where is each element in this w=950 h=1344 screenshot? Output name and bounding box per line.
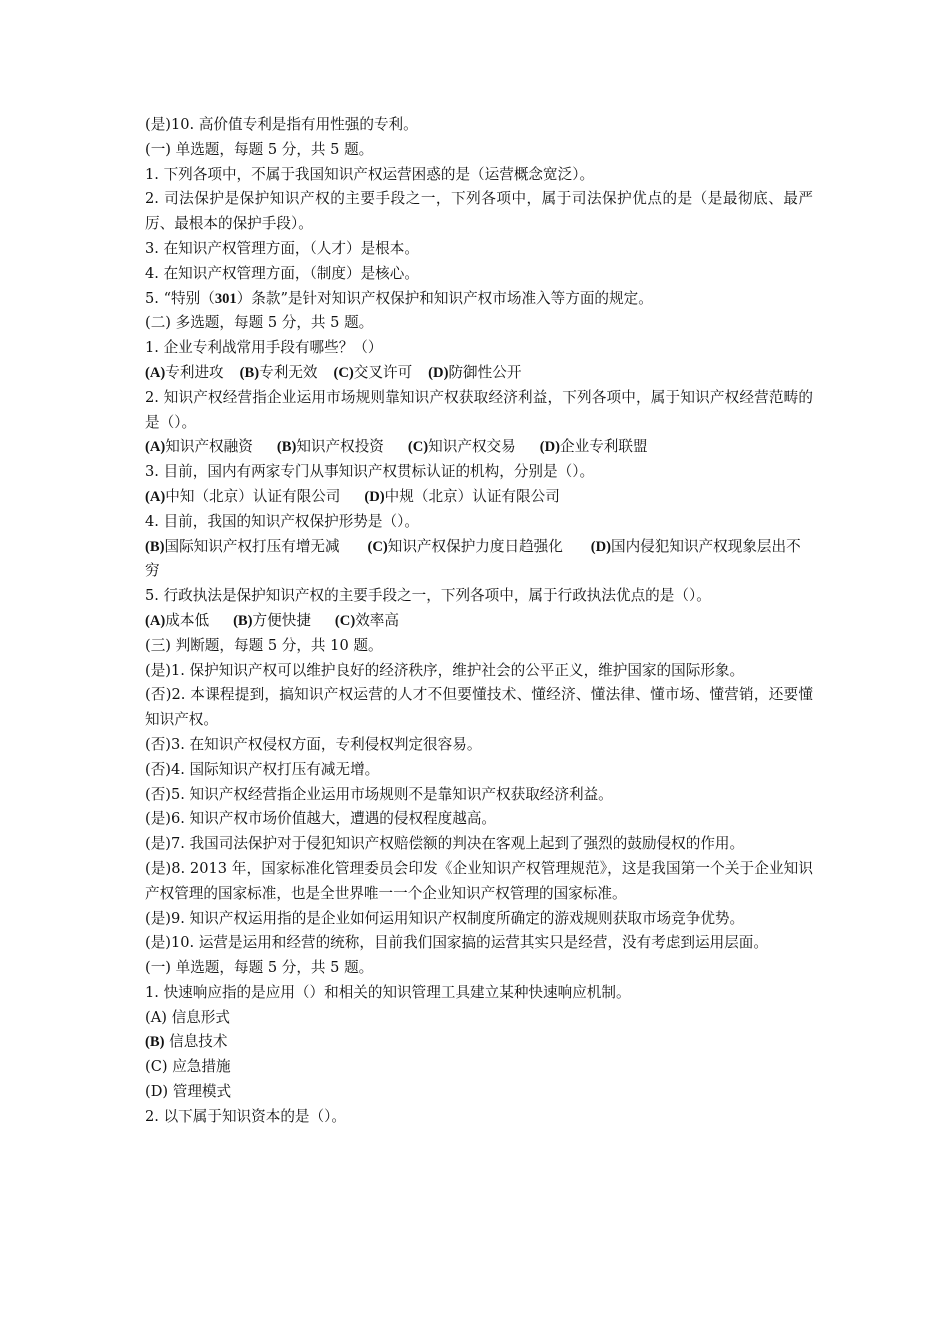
question-text: 5. “特别（ [145,289,215,307]
option-d: (D) 管理模式 [145,1083,232,1101]
question-item: 2. 司法保护是保护知识产权的主要手段之一，下列各项中，属于司法保护优点的是（是最彻底、最严厉、最根本的保护手段）。 [145,190,813,233]
judgment-item: (是)8. 2013 年，国家标准化管理委员会印发《企业知识产权管理规范》，这是我国第一个关于企业知识产权管理的国家标准，也是全世界唯一一个企业知识产权管理的国家标准。 [145,859,813,902]
option-a: (A)专利进攻 [145,363,224,381]
judgment-item: (是)10. 高价值专利是指有用性强的专利。 [145,116,418,133]
judgment-item: (是)6. 知识产权市场价值越大，遭遇的侵权程度越高。 [145,810,497,828]
question-item: 3. 目前，国内有两家专门从事知识产权贯标认证的机构，分别是（）。 [145,463,595,481]
answer-options [145,535,813,585]
judgment-item: (是)1. 保护知识产权可以维护良好的经济秩序，维护社会的公平正义，维护国家的国际形象。 [145,661,745,679]
option-a: (A)中知（北京）认证有限公司 [145,487,341,505]
answer-options [145,435,813,460]
question-text: ）条款”是针对知识产权保护和知识产权市场准入等方面的规定。 [236,289,653,307]
option-c-key: (C) [367,538,388,555]
judgment-item: (是)9. 知识产权运用指的是企业如何运用知识产权制度所确定的游戏规则获取市场竞争优势。 [145,909,745,927]
section-heading-single-choice: (一) 单选题，每题 5 分，共 5 题。 [145,959,374,977]
question-item: 4. 目前，我国的知识产权保护形势是（）。 [145,512,419,530]
option-b-key: (B) [145,538,165,555]
question-item: 1. 快速响应指的是应用（）和相关的知识管理工具建立某种快速响应机制。 [145,983,631,1001]
judgment-item: (否)4. 国际知识产权打压有减无增。 [145,760,380,778]
answer-options [145,485,813,510]
option-b: (B)方便快捷 [233,611,311,629]
option-c: (C)效率高 [334,611,399,629]
section-heading-single-choice: (一) 单选题，每题 5 分，共 5 题。 [145,140,374,158]
question-item: 2. 以下属于知识资本的是（）。 [145,1107,346,1125]
option-b: (B)专利无效 [239,363,318,381]
judgment-item: (否)5. 知识产权经营指企业运用市场规则不是靠知识产权获取经济利益。 [145,785,613,803]
option-b: (B)知识产权投资 [276,438,384,456]
question-item: 5. 行政执法是保护知识产权的主要手段之一，下列各项中，属于行政执法优点的是（）。 [145,587,711,605]
question-item: 3. 在知识产权管理方面，（人才）是根本。 [145,239,419,257]
judgment-item: (是)7. 我国司法保护对于侵犯知识产权赔偿额的判决在客观上起到了强烈的鼓励侵权的作用。 [145,835,745,853]
option-c-text: 知识产权保护力度日趋强化 [387,537,563,555]
answer-options [145,609,813,634]
document-page [145,113,813,1130]
option-d-key: (D) [590,538,611,555]
section-heading-multiple-choice: (二) 多选题，每题 5 分，共 5 题。 [145,314,374,332]
option-a: (A) 信息形式 [145,1008,230,1026]
section-heading-true-false: (三) 判断题，每题 5 分，共 10 题。 [145,636,383,654]
question-text-bold: 301 [214,290,237,307]
option-c: (C) 应急措施 [145,1058,231,1076]
question-item: 4. 在知识产权管理方面，（制度）是核心。 [145,264,419,282]
question-item: 1. 企业专利战常用手段有哪些？（） [145,339,383,357]
option-a: (A)知识产权融资 [145,438,253,456]
option-a: (A)成本低 [145,611,210,629]
judgment-item: (是)10. 运营是运用和经营的统称，目前我们国家搞的运营其实只是经营，没有考虑到运用层面。 [145,934,768,952]
option-d: (D)企业专利联盟 [539,438,648,456]
answer-options [145,361,813,386]
question-item: 2. 知识产权经营指企业运用市场规则靠知识产权获取经济利益，下列各项中，属于知识产权经营范畴的是（）。 [145,388,813,431]
option-b-text: 国际知识产权打压有增无减 [164,537,340,555]
option-c: (C)交叉许可 [333,363,413,381]
option-b: (B) 信息技术 [145,1033,228,1051]
judgment-item: (否)3. 在知识产权侵权方面，专利侵权判定很容易。 [145,735,482,753]
judgment-item: (否)2. 本课程提到，搞知识产权运营的人才不但要懂技术、懂经济、懂法律、懂市场、懂营销，还要懂知识产权。 [145,686,813,729]
option-c: (C)知识产权交易 [407,438,516,456]
option-d: (D)防御性公开 [428,363,522,381]
option-d: (D)中规（北京）认证有限公司 [364,487,560,505]
question-item: 1. 下列各项中，不属于我国知识产权运营困惑的是（运营概念宽泛）。 [145,165,595,183]
option-d-text: 国内侵犯知识产权现象层出不穷 [145,537,801,580]
question-item [145,287,813,312]
